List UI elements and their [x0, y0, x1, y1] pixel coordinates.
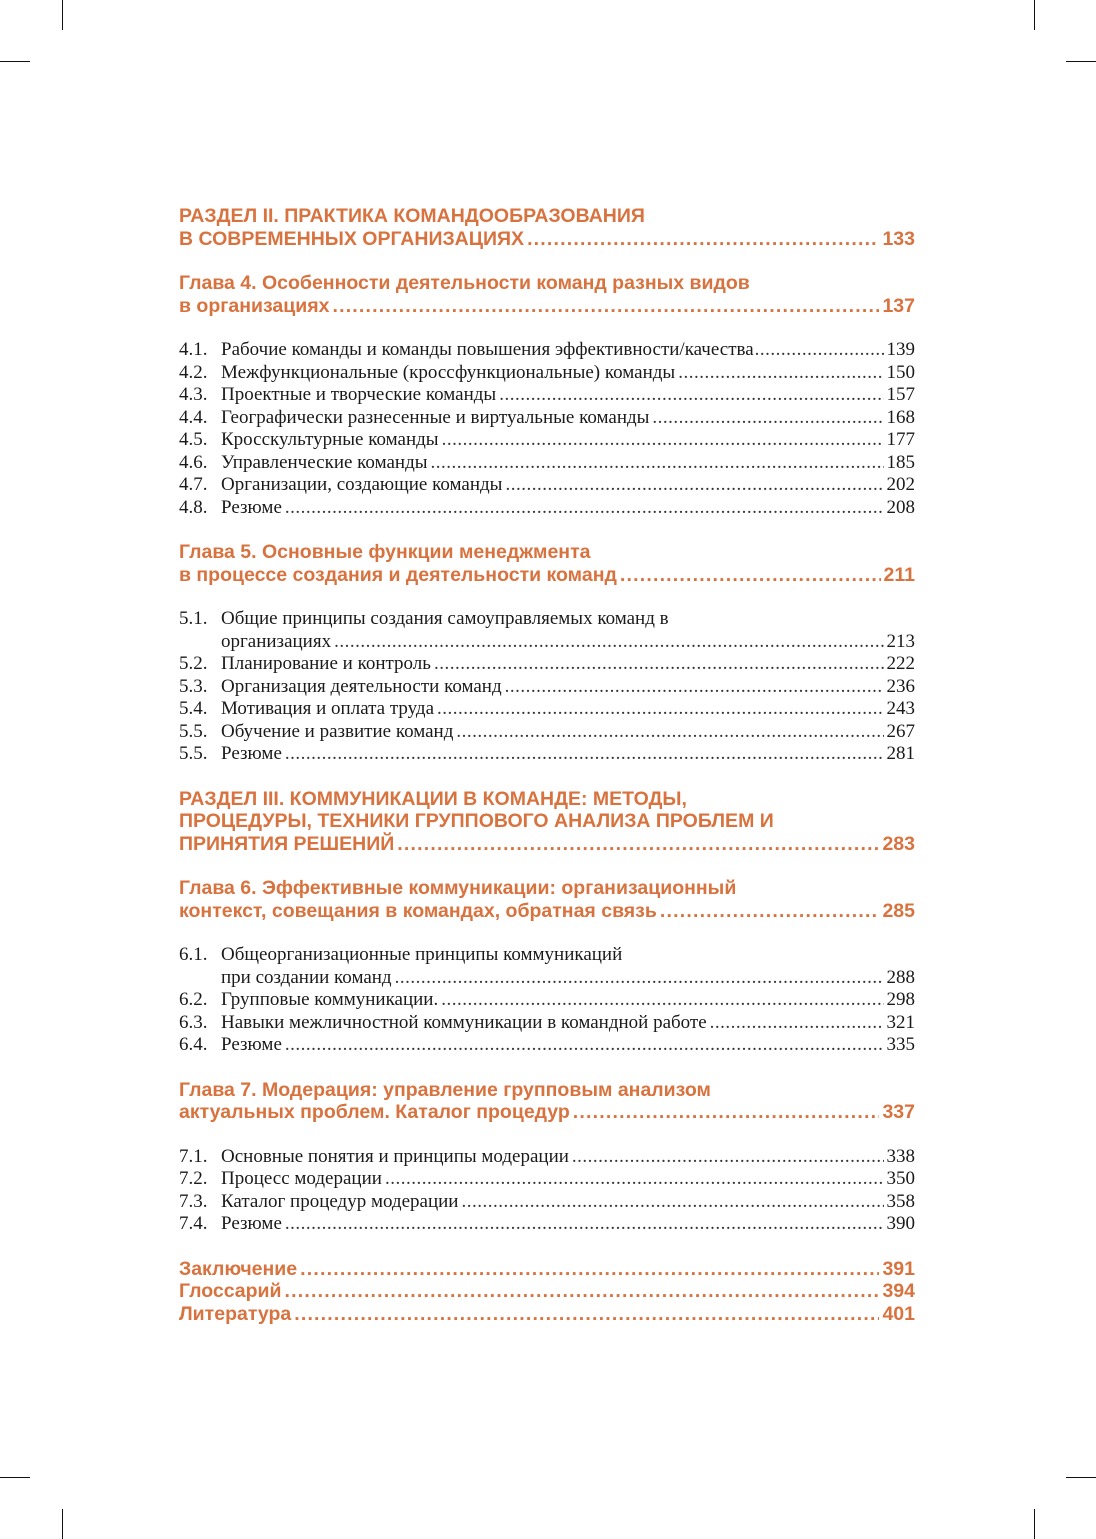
chapter-6-entries [179, 944, 915, 1057]
chapter-5-entries [179, 608, 915, 766]
toc-entry[interactable]: 4.1. Рабочие команды и команды повышения эффективности/качества ..... 139 [179, 339, 915, 362]
toc-entry[interactable]: 6.4. Резюме ..... 335 [179, 1034, 915, 1057]
page-number: 137 [882, 294, 915, 317]
glossary-entry[interactable]: Глоссарий ..... 394 [179, 1280, 915, 1303]
toc-entry[interactable]: 5.2. Планирование и контроль ..... 222 [179, 653, 915, 676]
crop-mark-top-left [62, 0, 63, 30]
toc-entry[interactable]: 6.1. Общеорганизационные принципы коммуникаций при создании команд ..... 288 [179, 944, 915, 989]
crop-mark-bottom-left [62, 1509, 63, 1539]
toc-entry[interactable]: 5.5. Резюме ..... 281 [179, 743, 915, 766]
crop-mark-left-top [0, 61, 30, 62]
crop-mark-left-bottom [0, 1477, 30, 1478]
chapter-5-heading[interactable]: Глава 5. Основные функции менеджмента в процессе создания и деятельности команд ..... 211 [179, 541, 915, 586]
part-3-heading[interactable]: РАЗДЕЛ III. КОММУНИКАЦИИ В КОМАНДЕ: МЕТОДЫ, ПРОЦЕДУРЫ, ТЕХНИКИ ГРУППОВОГО АНАЛИЗА ПРОБЛЕМ И ПРИНЯТИЯ РЕШЕНИЙ ..... 283 [179, 788, 915, 856]
page-number: 285 [882, 899, 915, 922]
page-number: 211 [883, 563, 915, 586]
back-matter [179, 1258, 915, 1326]
chapter-6-heading[interactable]: Глава 6. Эффективные коммуникации: организационный контекст, совещания в командах, обратная связь ..... 285 [179, 877, 915, 922]
table-of-contents [179, 205, 915, 1325]
chapter-7-heading[interactable]: Глава 7. Модерация: управление групповым анализом актуальных проблем. Каталог процедур ..... 337 [179, 1079, 915, 1124]
toc-entry[interactable]: 4.5. Кросскультурные команды ..... 177 [179, 429, 915, 452]
crop-mark-bottom-right [1034, 1509, 1035, 1539]
toc-entry[interactable]: 7.3. Каталог процедур модерации ..... 358 [179, 1191, 915, 1214]
toc-entry[interactable]: 6.2. Групповые коммуникации. ..... 298 [179, 989, 915, 1012]
toc-entry[interactable]: 6.3. Навыки межличностной коммуникации в командной работе ..... 321 [179, 1012, 915, 1035]
toc-entry[interactable]: 4.4. Географически разнесенные и виртуальные команды ..... 168 [179, 407, 915, 430]
chapter-4-heading[interactable]: Глава 4. Особенности деятельности команд разных видов в организациях ..... 137 [179, 272, 915, 317]
conclusion-entry[interactable]: Заключение ..... 391 [179, 1258, 915, 1281]
toc-entry[interactable]: 4.8. Резюме ..... 208 [179, 497, 915, 520]
toc-entry[interactable]: 4.6. Управленческие команды ..... 185 [179, 452, 915, 475]
page-number: 283 [882, 832, 915, 855]
toc-entry[interactable]: 4.7. Организации, создающие команды ..... 202 [179, 474, 915, 497]
chapter-7-entries [179, 1146, 915, 1236]
chapter-4-entries [179, 339, 915, 519]
crop-mark-right-bottom [1066, 1477, 1096, 1478]
toc-entry[interactable]: 7.2. Процесс модерации ..... 350 [179, 1168, 915, 1191]
toc-entry[interactable]: 4.2. Межфункциональные (кроссфункциональные) команды ..... 150 [179, 362, 915, 385]
toc-entry[interactable]: 7.1. Основные понятия и принципы модерации ..... 338 [179, 1146, 915, 1169]
crop-mark-top-right [1034, 0, 1035, 30]
references-entry[interactable]: Литература ..... 401 [179, 1303, 915, 1326]
toc-entry[interactable]: 5.3. Организация деятельности команд ..... 236 [179, 676, 915, 699]
crop-mark-right-top [1066, 61, 1096, 62]
toc-entry[interactable]: 5.1. Общие принципы создания самоуправляемых команд в организациях ..... 213 [179, 608, 915, 653]
toc-entry[interactable]: 5.4. Мотивация и оплата труда ..... 243 [179, 698, 915, 721]
toc-entry[interactable]: 4.3. Проектные и творческие команды ..... 157 [179, 384, 915, 407]
page-number: 133 [882, 227, 915, 250]
page-number: 337 [882, 1101, 915, 1123]
toc-entry[interactable]: 5.5. Обучение и развитие команд ..... 267 [179, 721, 915, 744]
part-2-heading[interactable]: РАЗДЕЛ II. ПРАКТИКА КОМАНДООБРАЗОВАНИЯ В СОВРЕМЕННЫХ ОРГАНИЗАЦИЯХ ..... 133 [179, 205, 915, 250]
toc-entry[interactable]: 7.4. Резюме ..... 390 [179, 1213, 915, 1236]
